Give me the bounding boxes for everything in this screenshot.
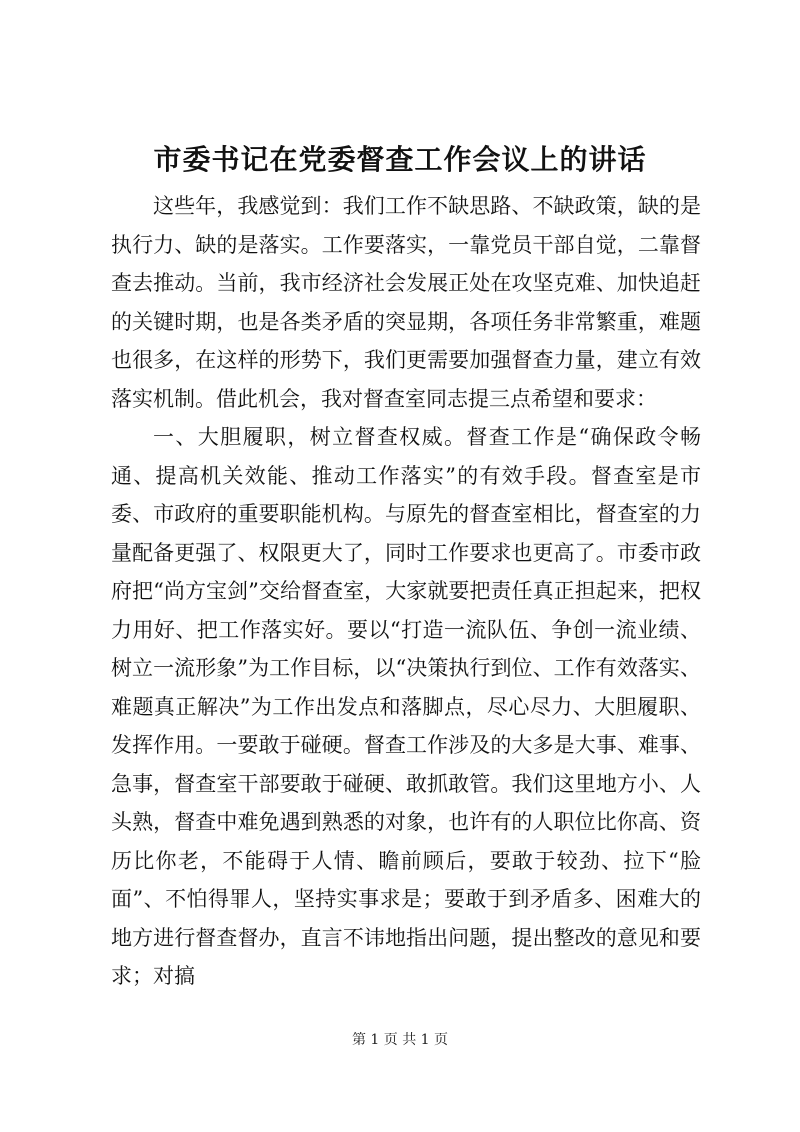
paragraph-section-one: 一、大胆履职，树立督查权威。督查工作是“确保政令畅通、提高机关效能、推动工作落实”的有效手段。督查室是市委、市政府的重要职能机构。与原先的督查室相比，督查室的力量配备更强了、权限更大了，同时工作要求也更高了。市委市政府把“尚方宝剑”交给督查室，大家就要把责任真正担起来，把权力用好、把工作落实好。要以“打造一流队伍、争创一流业绩、树立一流形象”为工作目标，以“决策执行到位、工作有效落实、难题真正解决”为工作出发点和落脚点，尽心尽力、大胆履职、发挥作用。一要敢于碰硬。督查工作涉及的大多是大事、难事、急事，督查室干部要敢于碰硬、敢抓敢管。我们这里地方小、人头熟，督查中难免遇到熟悉的对象，也许有的人职位比你高、资历比你老，不能碍于人情、瞻前顾后，要敢于较劲、拉下“脸面”、不怕得罪人，坚持实事求是；要敢于到矛盾多、困难大的地方进行督查督办，直言不讳地指出问题，提出整改的意见和要求；对搞 [111, 425, 701, 988]
page-number-footer: 第 1 页 共 1 页 [351, 1032, 449, 1048]
document-title: 市委书记在党委督查工作会议上的讲话 [153, 143, 647, 176]
document-body [111, 187, 701, 996]
paragraph-intro: 这些年，我感觉到：我们工作不缺思路、不缺政策，缺的是执行力、缺的是落实。工作要落实，一靠党员干部自觉，二靠督查去推动。当前，我市经济社会发展正处在攻坚克难、加快追赶的关键时期，也是各类矛盾的突显期，各项任务非常繁重，难题也很多，在这样的形势下，我们更需要加强督查力量，建立有效落实机制。借此机会，我对督查室同志提三点希望和要求： [111, 194, 701, 411]
